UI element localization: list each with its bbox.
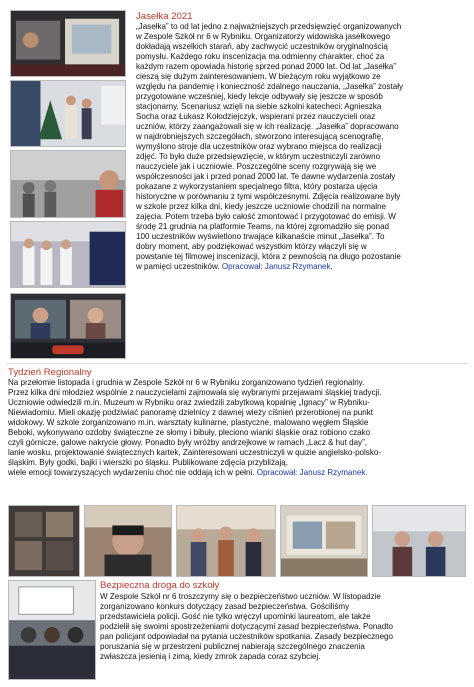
text-line: przygotowane wcześniej, kiedy lekcje odbywały się jeszcze w sposób [136,92,383,101]
photo-jaselka-2 [10,80,126,147]
photo-regional-5 [372,505,466,577]
text-line: uczniów, którzy zaangażowali się w ich realizację. „Jasełka” dopracowano [136,122,399,131]
text-line-last-content: w pamięci uczestników. [136,262,222,271]
text-line: w Zespole Szkół nr 6 w Rybniku. Organizatorzy widowiska jasełkowego [136,32,391,41]
photo-jaselka-3 [10,150,126,218]
section-title-tydzien-regionalny: Tydzień Regionalny [8,367,92,378]
text-line: każdym razem opowiada historię sprzed ponad 2000 lat. Od lat „Jasełka” [136,62,396,71]
photo-jaselka-teams-call [10,293,126,359]
text-line: W Zespole Szkół nr 6 troszczymy się o bezpieczeństwo uczniów. W listopadzie [100,592,381,601]
text-line: Na przełomie listopada i grudnia w Zespole Szkół nr 6 w Rybniku zorganizowano tydzień regionalny. [8,378,365,387]
text-line: Niewiadomiu. Mieli okazję podziwiać panoramę dzielnicy z dawnej wieży ciśnień przerobionej na punkt [8,408,373,417]
text-line: stacjonarny. Scenariusz wzięli na siebie szkolni katecheci: Agnieszka [136,102,382,111]
text-line: Uczniowie odwiedzili m.in. Muzeum w Rybniku oraz zwiedzili zabytkową kopalnię „Ignacy” w Rybniku- [8,398,370,407]
text-line: dobry moment, aby podziękować wszystkim którzy włączyli się w [136,242,367,251]
author-credit: Opracował: Janusz Rzymanek. [221,262,333,271]
section-body-bezpieczna-droga [100,592,468,662]
photo-regional-1 [8,505,80,577]
text-line: historyczne w porównaniu z tymi współczesnymi. Zdjęcia realizowane były [136,192,401,201]
section-title-bezpieczna-droga: Bezpieczna droga do szkoły [100,580,220,591]
photo-regional-4 [280,505,368,577]
text-line: zwłaszcza jesienią i zimą, kiedy zmrok zapada coraz szybciej. [100,652,321,661]
photo-regional-3 [176,505,276,577]
photo-jaselka-4 [10,221,126,288]
text-line: lanie wosku, projektowanie świątecznych kartek, Zainteresowani uczestniczyli w quizie angielsko-polsko- [8,448,382,457]
text-line: poruszania się w przestrzeni publicznej nabierają szczególnego znaczenia [100,642,365,651]
text-line: cieszą się dużym zainteresowaniem. W bieżącym roku wyjątkowo ze [136,72,381,81]
text-line: pokazane z wykorzystaniem specjalnego filtra, który postarza ujęcia [136,182,378,191]
text-line: w szkole przez kilka dni, kiedy jeszcze uczniowie chodzili na normalne [136,202,387,211]
section-body-tydzien-regionalny [8,378,468,478]
text-line-last-content: wiele emocji towarzyszących wydarzeniu choć nie oddają ich w pełni. [8,468,257,477]
text-line: zorganizowano konkurs dotyczący zasad bezpieczeństwa. Gościliśmy [100,602,350,611]
text-line: Przez kilka dni młodzież wspólnie z nauczycielami zajmowała się wybranymi przejawami śląskiej tradycji. [8,388,382,397]
text-line: powstanie tej filmowej inscenizacji, która z pewnością na długo pozostanie [136,252,401,261]
text-line: zajęcia. Potem trzeba było całość zmontować i przygotować do emisji. W [136,212,396,221]
text-line: nauczyciele jak i uczniowie. Poszczególne sceny rozgrywają się we [136,162,377,171]
photo-bezpieczna-droga [8,580,96,680]
section-body-jaselka [136,22,468,272]
text-line: Socha oraz Łukasz Kołodziejczyk, wspierani przez nauczycieli oraz [136,112,376,121]
text-line: w najdrobniejszych szczegółach, stworzono interesującą scenografię, [136,132,384,141]
text-line: zdjęć. To było duże przedsięwzięcie, w którym uczestniczyli zarówno [136,152,381,161]
text-line: śląskim. Były godki, bajki i wierszki po śląsku. Publikowane zdjęcia przybliżają, [8,458,288,467]
author-credit: Opracował: Janusz Rzymanek. [256,468,368,477]
text-line: pan policjant odpowiadał na pytania uczestników spotkania. Zasady bezpiecznego [100,632,394,641]
text-line: widokowy. W szkole zorganizowano m.in. warsztaty kulinarne, plastyczne, malowano węgłem Śląskie [8,418,369,427]
text-line: podzielił się swoimi spostrzeżeniami dotyczącymi zasad bezpieczeństwa. Ponadto [100,622,393,631]
text-line: czyli górnicze, galowe nakrycie głowy. Ponadto były wróżby andrzejkowe w ramach „Lacz & hut day”, [8,438,367,447]
text-line: Beboki, wykonywano ozdoby świąteczne ze słomy i bibuły, pleciono wianki śląskie oraz robiono czako [8,428,371,437]
text-line: pomysłu. Każdego roku inscenizacja ma odmienny charakter, choć za [136,52,385,61]
text-line: względu na pandemię i konieczność zdalnego nauczania, „Jasełka” zostały [136,82,404,91]
photo-jaselka-1 [10,10,126,77]
text-line-last [136,262,468,272]
text-line: przedstawiciela policji. Gość nie tylko wręczył upominki laureatom, ale także [100,612,371,621]
text-line: dokładają wszelkich starań, aby zachwycić uczestników oryginalnością [136,42,388,51]
text-line: środę 21 grudnia na platformie Teams, na której zgromadziło się ponad [136,222,390,231]
text-line: współczesności jak i przed ponad 2000 lat. Te dawne wydarzenia zostały [136,172,396,181]
text-line: wymyślono stroje dla uczestników oraz wybrano miejsca do realizacji [136,142,382,151]
text-line: „Jasełka” to od lat jedno z najważniejszych przedsięwzięć organizowanych [136,22,402,31]
text-line: 100 uczestników wyświetlono trwające kilkanaście minut „Jasełka”. To [136,232,385,241]
section-divider [6,363,468,364]
section-title-jaselka: Jasełka 2021 [136,11,193,22]
text-line-last [8,468,468,478]
photo-regional-2 [84,505,172,577]
